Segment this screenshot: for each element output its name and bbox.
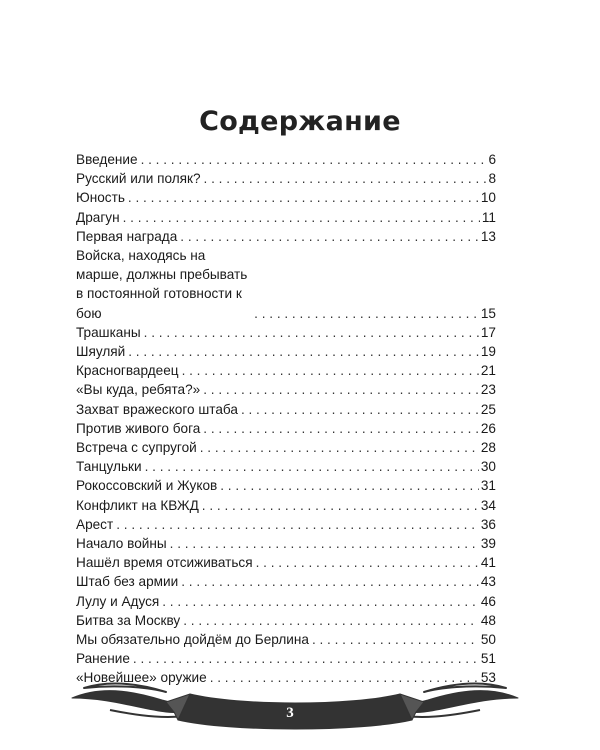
toc-entry-title: Шяуляй	[76, 344, 126, 360]
toc-entry[interactable]	[76, 457, 496, 476]
toc-entry-title: Лулу и Адуся	[76, 593, 160, 609]
leader-dots	[254, 304, 479, 323]
leader-dots	[144, 323, 479, 342]
toc-entry-title: Юность	[76, 190, 125, 206]
leader-dots	[162, 592, 479, 611]
leader-dots	[312, 630, 479, 649]
leader-dots	[123, 208, 480, 227]
leader-dots	[256, 553, 479, 572]
leader-dots	[182, 361, 479, 380]
toc-entry-title: Введение	[76, 152, 138, 167]
toc-entry-title: Конфликт на КВЖД	[76, 497, 199, 513]
toc-entry-page: 48	[480, 612, 496, 628]
toc-entry-page: 10	[480, 190, 496, 206]
toc-entry-page: 11	[481, 209, 496, 225]
toc-entry[interactable]	[76, 188, 496, 207]
toc-entry[interactable]	[76, 611, 496, 630]
toc-entry-page: 30	[480, 459, 496, 475]
toc-entry-title: Начало войны	[76, 536, 167, 552]
toc-entry-title: Против живого бога	[76, 420, 201, 436]
toc-entry[interactable]	[76, 227, 496, 246]
toc-entry-page: 8	[488, 171, 496, 187]
toc-entry-page: 34	[480, 497, 496, 513]
leader-dots	[200, 438, 479, 457]
toc-entry[interactable]	[76, 246, 496, 323]
toc-entry[interactable]	[76, 150, 496, 169]
toc-entry[interactable]	[76, 630, 496, 649]
toc-entry[interactable]	[76, 342, 496, 361]
leader-dots	[203, 419, 479, 438]
page-number: 3	[286, 705, 294, 721]
toc-entry[interactable]	[76, 496, 496, 515]
toc-entry-title: Войска, находясь на марше, должны пребывать в постоянной готовности к бою	[76, 248, 248, 321]
toc-entry[interactable]	[76, 361, 496, 380]
leader-dots	[181, 572, 479, 591]
toc-entry-page: 17	[480, 324, 496, 340]
toc-entry-page: 43	[480, 574, 496, 590]
toc-entry-title: Танцульки	[76, 459, 142, 475]
toc-entry[interactable]	[76, 649, 496, 668]
toc-entry-page: 21	[480, 363, 496, 379]
toc-entry-page: 50	[480, 632, 496, 648]
toc-entry[interactable]	[76, 419, 496, 438]
page-title: Содержание	[199, 106, 401, 138]
toc-entry-title: Встреча с супругой	[76, 440, 197, 456]
leader-dots	[116, 515, 479, 534]
toc-entry-page: 28	[480, 440, 496, 456]
toc-entry-title: Мы обязательно дойдём до Берлина	[76, 632, 309, 648]
toc-entry-page: 23	[480, 382, 496, 398]
toc-entry-title: «Вы куда, ребята?»	[76, 382, 201, 398]
toc-entry-title: Ранение	[76, 651, 130, 667]
toc-entry-title: Трашканы	[76, 324, 141, 340]
leader-dots	[170, 534, 479, 553]
toc-entry-title: Драгун	[76, 209, 120, 225]
toc-entry-title: Рокоссовский и Жуков	[76, 478, 218, 494]
toc-entry[interactable]	[76, 476, 496, 495]
toc-entry[interactable]	[76, 208, 496, 227]
leader-dots	[202, 496, 479, 515]
toc-entry-page: 46	[480, 593, 496, 609]
toc-entry-title: «Новейшее» оружие	[76, 670, 207, 686]
leader-dots	[141, 150, 487, 169]
leader-dots	[203, 380, 479, 399]
leader-dots	[183, 611, 479, 630]
leader-dots	[128, 188, 479, 207]
toc-entry-title: Нашёл время отсиживаться	[76, 555, 253, 571]
toc-entry[interactable]	[76, 515, 496, 534]
toc-entry-title: Штаб без армии	[76, 574, 179, 590]
toc-entry[interactable]	[76, 380, 496, 399]
leader-dots	[204, 169, 487, 188]
leader-dots	[241, 400, 479, 419]
toc-entry-page: 36	[480, 516, 496, 532]
toc-entry-page: 19	[480, 344, 496, 360]
toc-entry-title: Русский или поляк?	[76, 171, 201, 187]
toc-entry-title: Первая награда	[76, 228, 178, 244]
toc-entry[interactable]	[76, 572, 496, 591]
toc-entry[interactable]	[76, 592, 496, 611]
toc-entry-page: 13	[480, 228, 496, 244]
toc-entry-page: 53	[480, 670, 496, 686]
leader-dots	[133, 649, 479, 668]
toc-entry[interactable]	[76, 323, 496, 342]
toc-entry-title: Битва за Москву	[76, 612, 181, 628]
toc-entry-page: 31	[480, 478, 496, 494]
toc-entry-page: 25	[480, 401, 496, 417]
toc-entry-page: 6	[488, 152, 496, 167]
toc-entry-page: 39	[480, 536, 496, 552]
toc-entry-title: Арест	[76, 516, 114, 532]
toc-entry-page: 26	[480, 420, 496, 436]
table-of-contents	[76, 150, 496, 688]
toc-entry-page: 51	[480, 651, 496, 667]
toc-entry[interactable]	[76, 400, 496, 419]
leader-dots	[180, 227, 479, 246]
toc-entry[interactable]	[76, 169, 496, 188]
leader-dots	[145, 457, 479, 476]
leader-dots	[128, 342, 479, 361]
toc-entry[interactable]	[76, 534, 496, 553]
toc-entry[interactable]	[76, 553, 496, 572]
toc-entry[interactable]	[76, 438, 496, 457]
toc-entry-title: Красногвардеец	[76, 363, 179, 379]
toc-entry-page: 15	[480, 305, 496, 321]
toc-entry-page: 41	[480, 555, 496, 571]
leader-dots	[220, 476, 479, 495]
toc-entry-title: Захват вражеского штаба	[76, 401, 238, 417]
